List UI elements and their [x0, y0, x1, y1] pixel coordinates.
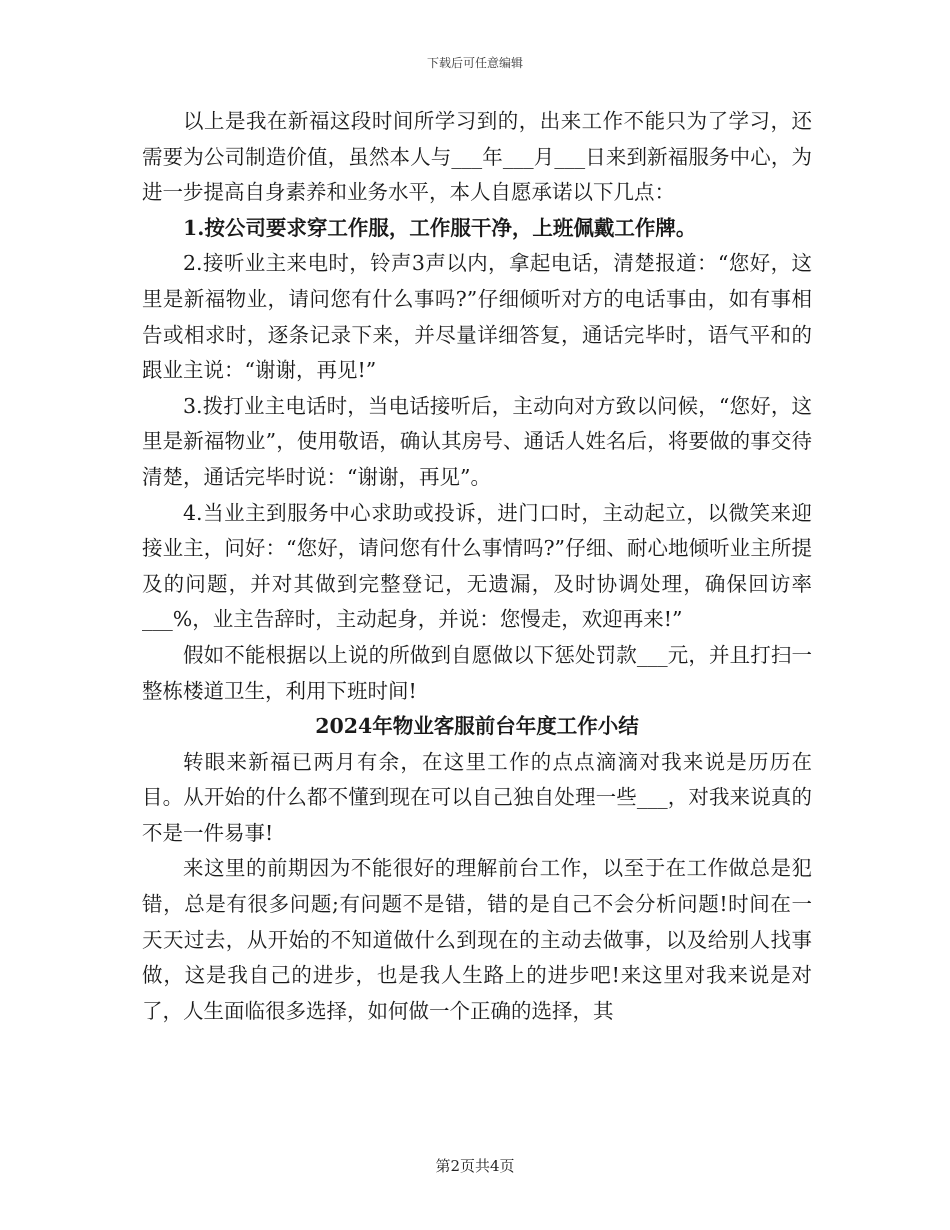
paragraph-intro: 以上是我在新福这段时间所学习到的，出来工作不能只为了学习，还需要为公司制造价值，虽然本人与___年___月___日来到新福服务中心，为进一步提高自身素养和业务水平，本人自愿承诺以下几点：	[142, 109, 812, 205]
page-header-note: 下载后可任意编辑	[426, 56, 523, 70]
paragraph-summary-2: 来这里的前期因为不能很好的理解前台工作，以至于在工作做总是犯错，总是有很多问题;有问题不是错，错的是自己不会分析问题!时间在一天天过去，从开始的不知道做什么到现在的主动去做事，以及给别人找事做，这是我自己的进步，也是我人生路上的进步吧!来这里对我来说是对了，人生面临很多选择，如何做一个正确的选择，其	[142, 856, 812, 1023]
paragraph-item-1: 1.按公司要求穿工作服，工作服干净，上班佩戴工作牌。	[183, 215, 697, 240]
section-title: 2024年物业客服前台年度工作小结	[315, 714, 639, 739]
paragraph-summary-1: 转眼来新福已两月有余，在这里工作的点点滴滴对我来说是历历在目。从开始的什么都不懂到现在可以自己独自处理一些___，对我来说真的不是一件易事!	[142, 749, 812, 845]
paragraph-penalty: 假如不能根据以上说的所做到自愿做以下惩处罚款___元，并且打扫一整栋楼道卫生，利用下班时间!	[142, 642, 812, 703]
paragraph-item-3: 3.拨打业主电话时，当电话接听后，主动向对方致以问候，“您好，这里是新福物业”，使用敬语，确认其房号、通话人姓名后，将要做的事交待清楚，通话完毕时说：“谢谢，再见”。	[142, 393, 812, 489]
paragraph-item-2: 2.接听业主来电时，铃声3声以内，拿起电话，清楚报道：“您好，这里是新福物业，请问您有什么事吗?”仔细倾听对方的电话事由，如有事相告或相求时，逐条记录下来，并尽量详细答复，通话完毕时，语气平和的跟业主说：“谢谢，再见!”	[142, 251, 812, 383]
document-body	[142, 104, 812, 1029]
page-number: 第2页共4页	[435, 1157, 515, 1175]
paragraph-item-4: 4.当业主到服务中心求助或投诉，进门口时，主动起立，以微笑来迎接业主，问好：“您好，请问您有什么事情吗?”仔细、耐心地倾听业主所提及的问题，并对其做到完整登记，无遗漏，及时协调处理，确保回访率___%，业主告辞时，主动起身，并说：您慢走，欢迎再来!”	[142, 500, 812, 632]
